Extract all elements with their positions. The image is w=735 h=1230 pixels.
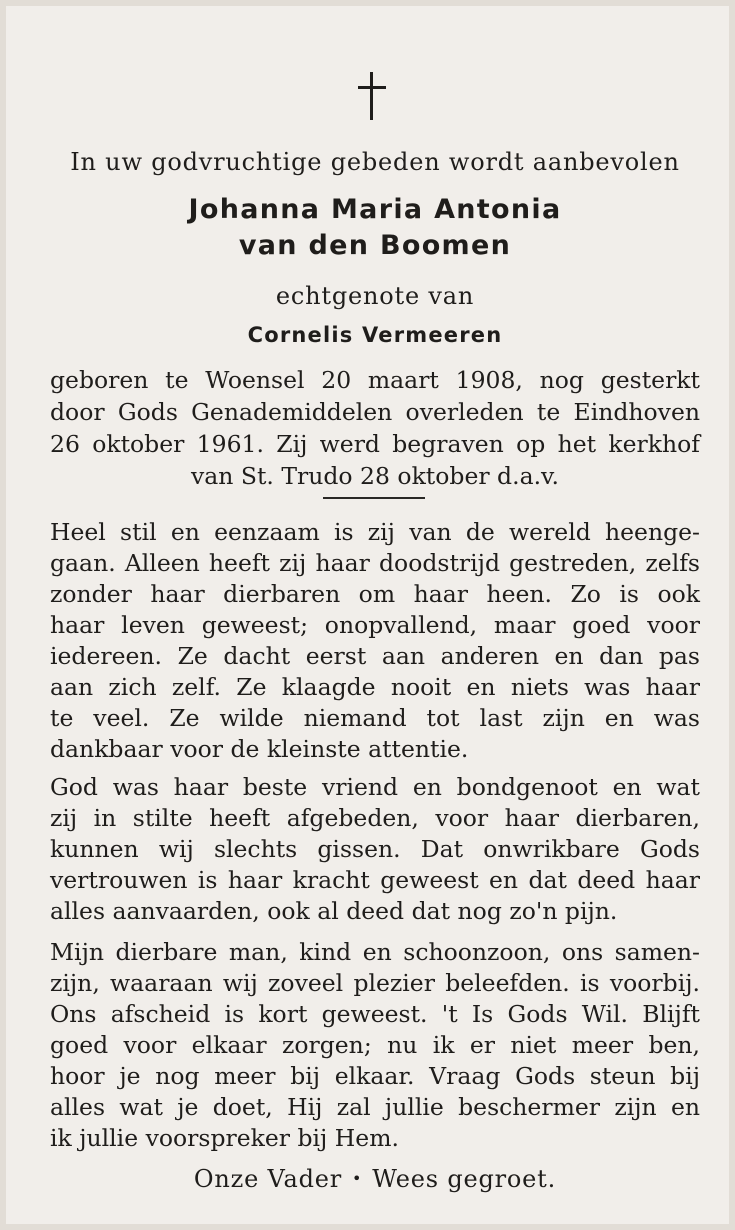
paragraph-3	[50, 937, 700, 1154]
paragraph-1	[50, 517, 700, 765]
text-line: kunnen wij slechts gissen. Dat onwrikbare Gods	[50, 835, 700, 863]
separator-icon: •	[352, 1169, 363, 1188]
cross-icon	[355, 72, 389, 120]
text-line: alles wat je doet, Hij zal jullie beschermer zijn en	[50, 1093, 700, 1121]
text-line: iedereen. Ze dacht eerst aan anderen en dan pas	[50, 642, 700, 670]
prayer-wees-gegroet: Wees gegroet.	[372, 1165, 557, 1193]
text-line: hoor je nog meer bij elkaar. Vraag Gods steun bij	[50, 1062, 700, 1090]
bio-line: geboren te Woensel 20 maart 1908, nog gesterkt	[50, 366, 700, 394]
text-line: vertrouwen is haar kracht geweest en dat deed haar	[50, 866, 700, 894]
closing-prayers	[50, 1165, 700, 1193]
text-line: te veel. Ze wilde niemand tot last zijn en was	[50, 704, 700, 732]
text-line: zonder haar dierbaren om haar heen. Zo is ook	[50, 580, 700, 608]
bio-line: door Gods Genademiddelen overleden te Eindhoven	[50, 398, 700, 426]
text-line: dankbaar voor de kleinste attentie.	[50, 735, 469, 763]
biography	[50, 364, 700, 492]
prayer-onze-vader: Onze Vader	[193, 1165, 343, 1193]
text-line: aan zich zelf. Ze klaagde nooit en niets was haar	[50, 673, 700, 701]
text-line: goed voor elkaar zorgen; nu ik er niet meer ben,	[50, 1031, 700, 1059]
spouse-label: echtgenote van	[275, 282, 475, 310]
intro-text: In uw godvruchtige gebeden wordt aanbevolen	[70, 148, 680, 176]
text-line: God was haar beste vriend en bondgenoot en wat	[50, 773, 700, 801]
bio-line: van St. Trudo 28 oktober d.a.v.	[190, 462, 560, 490]
deceased-name-line-1: Johanna Maria Antonia	[188, 194, 562, 225]
spouse-name: Cornelis Vermeeren	[247, 323, 503, 347]
text-line: alles aanvaarden, ook al deed dat nog zo'n pijn.	[50, 897, 618, 925]
text-line: haar leven geweest; onopvallend, maar goed voor	[50, 611, 700, 639]
text-line: Heel stil en eenzaam is zij van de wereld heenge-	[50, 518, 700, 546]
deceased-name-line-2: van den Boomen	[238, 230, 512, 261]
text-line: ik jullie voorspreker bij Hem.	[50, 1124, 399, 1152]
divider	[323, 497, 425, 499]
text-line: zijn, waaraan wij zoveel plezier beleefden. is voorbij.	[50, 969, 700, 997]
text-line: Mijn dierbare man, kind en schoonzoon, ons samen-	[50, 938, 700, 966]
paragraph-2	[50, 772, 700, 927]
text-line: gaan. Alleen heeft zij haar doodstrijd gestreden, zelfs	[50, 549, 700, 577]
bio-line: 26 oktober 1961. Zij werd begraven op het kerkhof	[50, 430, 700, 458]
text-line: Ons afscheid is kort geweest. 't Is Gods Wil. Blijft	[50, 1000, 700, 1028]
text-line: zij in stilte heeft afgebeden, voor haar dierbaren,	[50, 804, 700, 832]
